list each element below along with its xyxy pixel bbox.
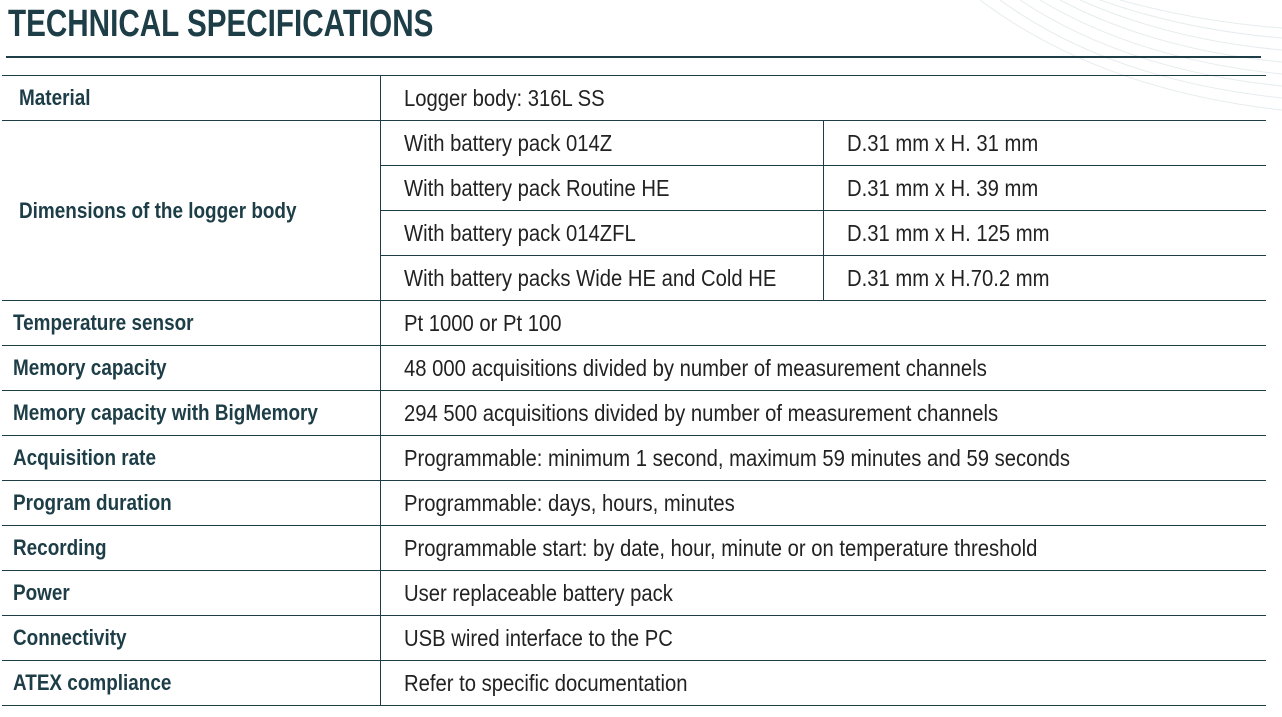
title-rule: [6, 56, 1261, 58]
row-value: Logger body: 316L SS: [380, 76, 1266, 121]
table-row: [2, 526, 1266, 571]
row-label: ATEX compliance: [2, 661, 380, 706]
row-value: Pt 1000 or Pt 100: [380, 301, 1266, 346]
row-label: Material: [2, 76, 380, 121]
row-value: 48 000 acquisitions divided by number of measurement channels: [380, 346, 1266, 391]
table-row: [2, 571, 1266, 616]
table-row: [2, 481, 1266, 526]
row-value: 294 500 acquisitions divided by number of measurement channels: [380, 391, 1266, 436]
row-value: Programmable: minimum 1 second, maximum 59 minutes and 59 seconds: [380, 436, 1266, 481]
row-label: Memory capacity: [2, 346, 380, 391]
row-label: Recording: [2, 526, 380, 571]
table-row: [2, 661, 1266, 706]
specifications-table: [2, 75, 1266, 706]
table-row: [2, 121, 1266, 166]
row-label: Dimensions of the logger body: [2, 121, 380, 301]
table-row: [2, 346, 1266, 391]
sub-size: D.31 mm x H. 39 mm: [823, 166, 1266, 211]
row-value: USB wired interface to the PC: [380, 616, 1266, 661]
sub-item: With battery packs Wide HE and Cold HE: [380, 256, 823, 301]
row-value: User replaceable battery pack: [380, 571, 1266, 616]
row-label: Memory capacity with BigMemory: [2, 391, 380, 436]
sub-size: D.31 mm x H. 31 mm: [823, 121, 1266, 166]
row-value: Programmable start: by date, hour, minute or on temperature threshold: [380, 526, 1266, 571]
table-row: [2, 76, 1266, 121]
sub-size: D.31 mm x H.70.2 mm: [823, 256, 1266, 301]
table-row: [2, 391, 1266, 436]
row-label: Program duration: [2, 481, 380, 526]
row-value: Programmable: days, hours, minutes: [380, 481, 1266, 526]
page-title: TECHNICAL SPECIFICATIONS: [8, 3, 434, 45]
table-row: [2, 616, 1266, 661]
table-row: [2, 301, 1266, 346]
row-label: Power: [2, 571, 380, 616]
row-label: Connectivity: [2, 616, 380, 661]
sub-item: With battery pack 014Z: [380, 121, 823, 166]
table-row: [2, 436, 1266, 481]
row-value: Refer to specific documentation: [380, 661, 1266, 706]
sub-item: With battery pack 014ZFL: [380, 211, 823, 256]
sub-item: With battery pack Routine HE: [380, 166, 823, 211]
row-label: Acquisition rate: [2, 436, 380, 481]
sub-size: D.31 mm x H. 125 mm: [823, 211, 1266, 256]
row-label: Temperature sensor: [2, 301, 380, 346]
